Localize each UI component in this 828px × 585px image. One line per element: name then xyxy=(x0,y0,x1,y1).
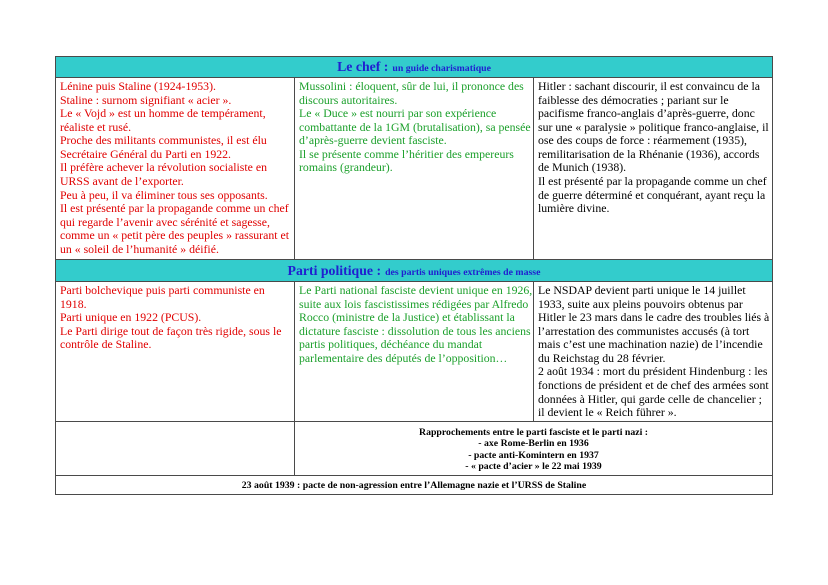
cell-parti-allemagne xyxy=(534,282,773,422)
text-line: 1918. xyxy=(60,296,87,311)
comparison-table xyxy=(55,56,773,495)
text-line: réaliste et rusé. xyxy=(60,119,132,134)
rapprochements-item: - « pacte d’acier » le 22 mai 1939 xyxy=(465,461,602,473)
text-line: d’après-guerre devient fasciste. xyxy=(299,133,447,148)
text-line: remilitarisation de la Rhénanie (1936), accords xyxy=(538,146,760,161)
text-line: données à Hitler, qui garde celle de chancelier ; xyxy=(538,391,762,406)
text-line: comme un « petit père des peuples » rassurant et xyxy=(60,228,289,243)
section-header-chef-cell xyxy=(56,57,773,78)
text-line: partis politiques, déchéance du mandat xyxy=(299,337,483,352)
text-line: Le « Duce » est nourri par son expérience xyxy=(299,106,497,121)
text-line: faiblesse des démocraties ; pariant sur le xyxy=(538,92,729,107)
text-line: romains (grandeur). xyxy=(299,160,393,175)
text-line: discours autoritaires. xyxy=(299,92,398,107)
section-title: Le chef : xyxy=(337,59,389,74)
text-line: Mussolini : éloquent, sûr de lui, il prononce des xyxy=(299,79,524,93)
text-line: Il est présenté par la propagande comme un chef xyxy=(538,173,767,188)
text-line: contrôle de Staline. xyxy=(60,337,152,352)
rapprochements-row xyxy=(56,422,773,476)
text-line: suite aux lois fascistissimes rédigées par Alfredo xyxy=(299,296,529,311)
text-line: parlementaire des députés de l’opposition… xyxy=(299,350,508,365)
text-line: qui regarde l’avenir avec sérénité et sagesse, xyxy=(60,214,270,229)
text-line: Hitler le 23 mars dans le cadre des troubles liés à xyxy=(538,310,770,325)
footer-row xyxy=(56,476,773,495)
text-line: Il est présenté par la propagande comme un chef xyxy=(60,201,289,216)
text-line: dictature fasciste : dissolution de tous les anciens xyxy=(299,323,531,338)
text-line: Peu à peu, il va éliminer tous ses opposants. xyxy=(60,187,268,202)
cell-chef-italie xyxy=(295,78,534,260)
text-line: du Reichstag du 28 février. xyxy=(538,350,666,365)
cell-rapprochements xyxy=(295,422,773,476)
cell-parti-italie xyxy=(295,282,534,422)
text-line: de Munich (1938). xyxy=(538,160,627,175)
text-line: lumière divine. xyxy=(538,201,610,216)
text-line: sur une « paralysie » politique franco-anglaise, il xyxy=(538,119,769,134)
section-subtitle: un guide charismatique xyxy=(392,63,491,74)
section-title: Parti politique : xyxy=(287,262,382,278)
text-line: Le « Vojd » est un homme de tempérament, xyxy=(60,106,266,121)
text-line: mais c’est une machination nazie) de l’incendie xyxy=(538,337,763,352)
text-line: Lénine puis Staline (1924-1953). xyxy=(60,79,216,93)
section-header-chef xyxy=(56,57,773,78)
text-line: Le NSDAP devient parti unique le 14 juillet xyxy=(538,283,746,297)
text-line: de guerre déterminé et conquérant, ayant reçu la xyxy=(538,187,766,202)
text-line: Il préfère achever la révolution socialiste en xyxy=(60,160,267,175)
comparison-table-container xyxy=(55,56,772,495)
chef-row xyxy=(56,78,773,260)
cell-chef-allemagne xyxy=(534,78,773,260)
text-line: 1933, suite aux pleins pouvoirs obtenus par xyxy=(538,296,743,311)
footer-cell xyxy=(56,476,773,495)
text-line: l’arrestation des communistes accusés (à tort xyxy=(538,323,750,338)
footer-text: 23 août 1939 : pacte de non-agression entre l’Allemagne nazie et l’URSS de Staline xyxy=(241,479,587,491)
text-line: Secrétaire Général du Parti en 1922. xyxy=(60,146,231,161)
cell-parti-urss xyxy=(56,282,295,422)
text-line: fonctions de président et de chef des armées sont xyxy=(538,377,769,392)
text-line: pacifisme franco-anglais d’après-guerre, donc xyxy=(538,106,755,121)
text-line: Staline : surnom signifiant « acier ». xyxy=(60,92,232,107)
rapprochements-item: - axe Rome-Berlin en 1936 xyxy=(478,438,589,450)
text-line: Hitler : sachant discourir, il est convaincu de la xyxy=(538,79,760,93)
text-line: combattante de la 1GM (brutalisation), sa pensée xyxy=(299,119,531,134)
section-header-parti-cell xyxy=(56,260,773,282)
text-line: Parti unique en 1922 (PCUS). xyxy=(60,310,202,325)
empty-cell xyxy=(56,422,295,476)
section-subtitle: des partis uniques extrêmes de masse xyxy=(385,266,541,278)
text-line: un « soleil de l’humanité » déifié. xyxy=(60,241,219,256)
text-line: 2 août 1934 : mort du président Hindenburg : les xyxy=(538,364,768,379)
text-line: URSS avant de l’exporter. xyxy=(60,173,184,188)
text-line: Rocco (ministre de la Justice) et établissant la xyxy=(299,310,515,325)
text-line: ose des coups de force : réarmement (1935), xyxy=(538,133,747,148)
section-header-parti xyxy=(56,260,773,282)
parti-row xyxy=(56,282,773,422)
text-line: Proche des militants communistes, il est élu xyxy=(60,133,267,148)
text-line: Parti bolchevique puis parti communiste en xyxy=(60,283,265,297)
rapprochements-item: - pacte anti-Komintern en 1937 xyxy=(468,449,599,461)
rapprochements-title: Rapprochements entre le parti fasciste et le parti nazi : xyxy=(419,427,648,438)
text-line: Le Parti national fasciste devient unique en 1926, xyxy=(299,283,533,297)
text-line: Le Parti dirige tout de façon très rigide, sous le xyxy=(60,323,282,338)
text-line: il devient le « Reich führer ». xyxy=(538,405,677,420)
text-line: Il se présente comme l’héritier des empereurs xyxy=(299,146,514,161)
cell-chef-urss xyxy=(56,78,295,260)
